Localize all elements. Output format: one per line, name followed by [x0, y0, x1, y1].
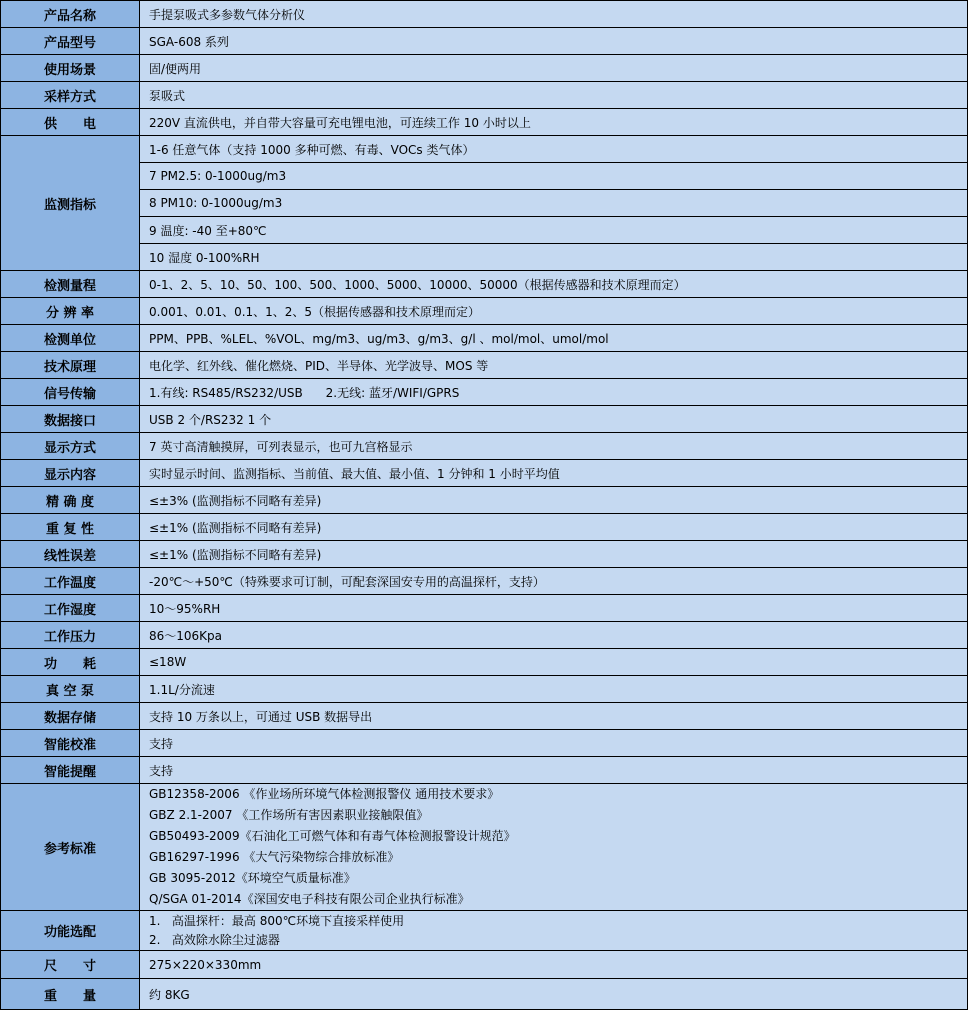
row-value: 泵吸式 [149, 88, 186, 103]
row-value: 电化学、红外线、催化燃烧、PID、半导体、光学波导、MOS 等 [149, 358, 489, 373]
row-label: 检测单位 [1, 325, 140, 351]
row-vacuum-pump [1, 676, 967, 703]
row-value: 手提泵吸式多参数气体分析仪 [149, 7, 306, 22]
optional-feature-list [140, 911, 967, 950]
row-label: 产品型号 [1, 28, 140, 54]
row-label: 检测量程 [1, 271, 140, 297]
row-label: 显示方式 [1, 433, 140, 459]
row-label: 监测指标 [1, 136, 140, 270]
row-working-temperature [1, 568, 967, 595]
row-value: -20℃～+50℃（特殊要求可订制，可配套深国安专用的高温探杆，支持） [149, 574, 545, 589]
row-smart-calibration [1, 730, 967, 757]
row-value: 86～106Kpa [149, 628, 223, 643]
monitoring-indicator-list [140, 136, 967, 270]
row-product-model [1, 28, 967, 55]
row-label: 显示内容 [1, 460, 140, 486]
row-value: 1.有线: RS485/RS232/USB 2.无线: 蓝牙/WIFI/GPRS [149, 385, 460, 400]
row-label: 智能校准 [1, 730, 140, 756]
row-value: 支持 [149, 763, 174, 778]
row-value: 支持 [149, 736, 174, 751]
monitoring-indicator-item: 8 PM10: 0-1000ug/m3 [140, 190, 967, 217]
row-label: 工作湿度 [1, 595, 140, 621]
row-product-name [1, 1, 967, 28]
row-value: 实时显示时间、监测指标、当前值、最大值、最小值、1 分钟和 1 小时平均值 [149, 466, 560, 481]
row-usage-scenario [1, 55, 967, 82]
row-monitoring-indicators [1, 136, 967, 271]
row-value: 0-1、2、5、10、50、100、500、1000、5000、10000、50000（根据传感器和技术原理而定） [149, 277, 686, 292]
reference-standard-item: GB16297-1996 《大气污染物综合排放标准》 [149, 850, 400, 864]
row-label: 使用场景 [1, 55, 140, 81]
row-display-content [1, 460, 967, 487]
row-power-consumption [1, 649, 967, 676]
row-label: 重 量 [1, 979, 140, 1009]
row-label: 采样方式 [1, 82, 140, 108]
reference-standard-list [140, 784, 967, 910]
row-label: 信号传输 [1, 379, 140, 405]
row-smart-reminder [1, 757, 967, 784]
row-working-pressure [1, 622, 967, 649]
row-weight [1, 979, 967, 1009]
row-signal-transmission [1, 379, 967, 406]
row-accuracy [1, 487, 967, 514]
row-value: USB 2 个/RS232 1 个 [149, 412, 272, 427]
row-label: 重 复 性 [1, 514, 140, 540]
monitoring-indicator-item: 10 湿度 0-100%RH [149, 250, 260, 265]
row-value: 约 8KG [149, 987, 190, 1002]
row-label: 分 辨 率 [1, 298, 140, 324]
row-label: 尺 寸 [1, 951, 140, 978]
row-value: 275×220×330mm [149, 957, 262, 972]
row-value: 220V 直流供电，并自带大容量可充电锂电池，可连续工作 10 小时以上 [149, 115, 531, 130]
row-label: 智能提醒 [1, 757, 140, 783]
row-label: 精 确 度 [1, 487, 140, 513]
row-reference-standards [1, 784, 967, 911]
row-repeatability [1, 514, 967, 541]
row-power-supply [1, 109, 967, 136]
reference-standard-item: GB 3095-2012《环境空气质量标准》 [149, 871, 356, 885]
row-dimensions [1, 951, 967, 979]
row-label: 工作温度 [1, 568, 140, 594]
row-label: 数据存储 [1, 703, 140, 729]
row-sampling-method [1, 82, 967, 109]
reference-standard-item: GB12358-2006 《作业场所环境气体检测报警仪 通用技术要求》 [149, 787, 500, 801]
row-value: 1.1L/分流速 [149, 682, 215, 697]
row-label: 技术原理 [1, 352, 140, 378]
reference-standard-item: Q/SGA 01-2014《深国安电子科技有限公司企业执行标准》 [149, 892, 470, 906]
row-value: ≤±1% (监测指标不同略有差异) [149, 520, 322, 535]
row-technical-principle [1, 352, 967, 379]
row-label: 功 耗 [1, 649, 140, 675]
optional-feature-item: 1. 高温探杆：最高 800℃环境下直接采样使用 [149, 913, 405, 928]
row-label: 功能选配 [1, 911, 140, 950]
monitoring-indicator-item: 1-6 任意气体（支持 1000 多种可燃、有毒、VOCs 类气体） [140, 136, 967, 163]
row-label: 真 空 泵 [1, 676, 140, 702]
row-value: 7 英寸高清触摸屏，可列表显示，也可九宫格显示 [149, 439, 413, 454]
row-value: 10～95%RH [149, 601, 221, 616]
row-value: ≤±3% (监测指标不同略有差异) [149, 493, 322, 508]
monitoring-indicator-item: 7 PM2.5: 0-1000ug/m3 [140, 163, 967, 190]
row-value: PPM、PPB、%LEL、%VOL、mg/m3、ug/m3、g/m3、g/l 、mol/mol、umol/mol [149, 331, 609, 346]
row-display-mode [1, 433, 967, 460]
row-label: 数据接口 [1, 406, 140, 432]
row-data-interface [1, 406, 967, 433]
row-label: 产品名称 [1, 1, 140, 27]
row-value: 支持 10 万条以上，可通过 USB 数据导出 [149, 709, 373, 724]
row-optional-features [1, 911, 967, 951]
row-data-storage [1, 703, 967, 730]
row-label: 工作压力 [1, 622, 140, 648]
monitoring-indicator-item: 9 温度: -40 至+80℃ [140, 217, 967, 244]
row-label: 线性误差 [1, 541, 140, 567]
row-detection-range [1, 271, 967, 298]
row-label: 参考标准 [1, 784, 140, 910]
row-value: 0.001、0.01、0.1、1、2、5（根据传感器和技术原理而定） [149, 304, 481, 319]
row-label: 供 电 [1, 109, 140, 135]
row-working-humidity [1, 595, 967, 622]
row-value: ≤18W [149, 655, 187, 669]
row-value: ≤±1% (监测指标不同略有差异) [149, 547, 322, 562]
row-resolution [1, 298, 967, 325]
optional-feature-item: 2. 高效除水除尘过滤器 [149, 932, 280, 947]
row-detection-unit [1, 325, 967, 352]
reference-standard-item: GB50493-2009《石油化工可燃气体和有毒气体检测报警设计规范》 [149, 829, 516, 843]
row-linearity-error [1, 541, 967, 568]
reference-standard-item: GBZ 2.1-2007 《工作场所有害因素职业接触限值》 [149, 808, 429, 822]
row-value: 固/便两用 [149, 61, 202, 76]
row-value: SGA-608 系列 [149, 34, 229, 49]
